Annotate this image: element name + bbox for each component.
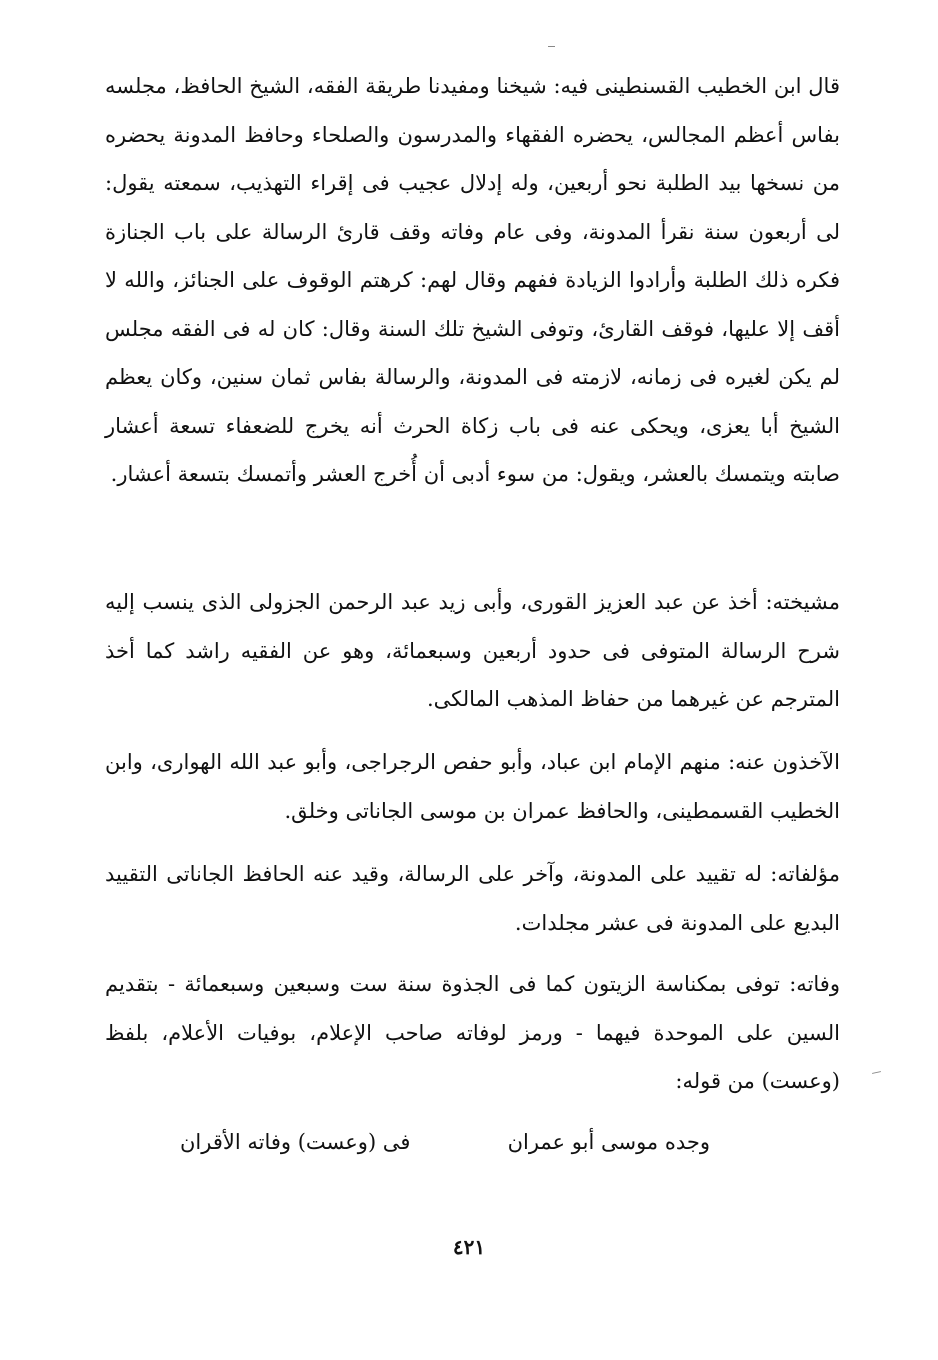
paragraph-death: وفاته: توفى بمكناسة الزيتون كما فى الجذوة سنة ست وسبعين وسبعمائة - بتقديم السين على الموحدة فيهما - ورمز لوفاته صاحب الإعلام، بوفيات الأعلام، بلفظ (وعست) من قوله: bbox=[105, 972, 840, 1093]
verse-second-hemistich: فى (وعست) وفاته الأقران bbox=[180, 1130, 411, 1154]
poem-verse bbox=[150, 1122, 710, 1162]
paragraph-biography: قال ابن الخطيب القسنطينى فيه: شيخنا ومفيدنا طريقة الفقه، الشيخ الحافظ، مجلسه بفاس أعظم المجالس، يحضره الفقهاء والمدرسون والصلحاء وحافظ المدونة يحضره من نسخها بيد الطلبة نحو أربعين، وله إدلال عجيب فى إقراء التهذيب، سمعته يقول: لى أربعون سنة نقرأ المدونة، وفى عام وفاته وقف قارئ الرسالة على باب الجنازة فكره ذلك الطلبة وأرادوا الزيادة ففهم وقال لهم: كرهتم الوقوف على الجنائز، والله لا أقف إلا عليها، فوقف القارئ، وتوفى الشيخ تلك السنة وقال: كان له فى الفقه مجلس لم يكن لغيره فى زمانه، لازمته فى المدونة، والرسالة بفاس ثمان سنين، وكان يعظم الشيخ أبا يعزى، ويحكى عنه فى باب زكاة الحرث أنه يخرج للضعفاء تسعة أعشار صابته ويتمسك بالعشر، ويقول: من سوء أدبى أن أُخرج العشر وأتمسك بتسعة أعشار. bbox=[105, 74, 840, 486]
verse-first-hemistich: وجده موسى أبو عمران bbox=[507, 1130, 710, 1154]
scan-speck bbox=[872, 1071, 881, 1074]
page-number: ٤٢١ bbox=[452, 1235, 486, 1259]
scan-speck bbox=[548, 46, 555, 47]
paragraph-students: الآخذون عنه: منهم الإمام ابن عباد، وأبو حفص الرجراجى، وأبو عبد الله الهوارى، وابن الخطيب القسمطينى، والحافظ عمران بن موسى الجاناتى وخلق. bbox=[105, 750, 840, 823]
paragraph-teachers: مشيخته: أخذ عن عبد العزيز القورى، وأبى زيد عبد الرحمن الجزولى الذى ينسب إليه شرح الرسالة المتوفى فى حدود أربعين وسبعمائة، وهو عن الفقيه راشد كما أخذ المترجم عن غيرهما من حفاظ المذهب المالكى. bbox=[105, 590, 840, 711]
paragraph-works: مؤلفاته: له تقييد على المدونة، وآخر على الرسالة، وقيد عنه الحافظ الجاناتى التقييد البديع على المدونة فى عشر مجلدات. bbox=[105, 862, 840, 935]
